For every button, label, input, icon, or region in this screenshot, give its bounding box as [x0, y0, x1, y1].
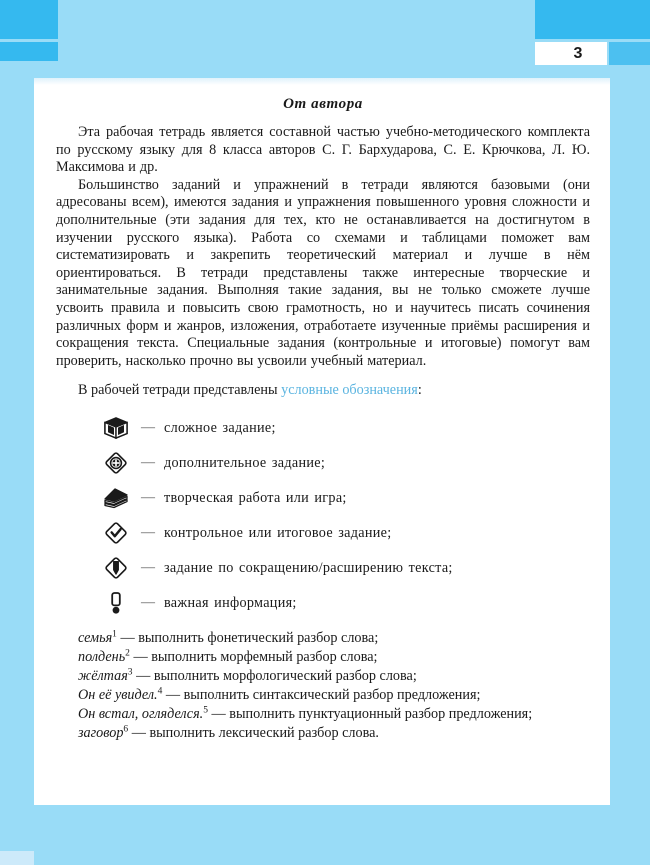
example-superscript: 4 [157, 686, 163, 697]
exclamation-icon [102, 590, 130, 616]
header-decoration-right-top [535, 0, 650, 39]
legend-item-label: творческая работа или игра; [164, 489, 347, 506]
legend-item-additional-task [56, 446, 590, 481]
example-line [56, 648, 590, 667]
legend-item-control-task [56, 516, 590, 551]
legend-intro-after: : [417, 382, 422, 399]
example-superscript: 2 [125, 648, 130, 659]
legend-intro [56, 382, 590, 400]
legend-item-important-info [56, 586, 590, 621]
example-term: жёлтая [78, 667, 128, 684]
page-title: От автора [283, 96, 363, 112]
diamond-check-icon [102, 520, 130, 546]
legend-dash: — [141, 525, 155, 541]
example-term: Он её увидел. [78, 686, 158, 703]
example-description: — выполнить морфологический разбор слова; [132, 667, 417, 684]
legend-item-creative-task [56, 481, 590, 516]
page-sheet [34, 78, 610, 805]
footer-decoration-left [0, 851, 34, 865]
legend-dash: — [141, 595, 155, 611]
example-superscript: 3 [127, 667, 133, 678]
example-description: — выполнить морфемный разбор слова; [129, 648, 378, 665]
page-number-badge [535, 42, 607, 65]
legend-item-label: задание по сокращению/расширению текста; [164, 559, 453, 576]
sheets-stack-icon [102, 485, 130, 511]
example-superscript: 6 [123, 724, 129, 735]
example-line [56, 724, 590, 743]
example-description: — выполнить синтаксический разбор предложения; [162, 686, 481, 703]
header-decoration-right-tail [609, 42, 650, 65]
diamond-pen-icon [102, 555, 130, 581]
legend-dash: — [141, 420, 155, 436]
example-line [56, 705, 590, 724]
example-term: полдень [78, 648, 126, 665]
intro-paragraph-1: Эта рабочая тетрадь является составной частью учебно-методического комплекта по русскому языку для 8 класса авторов С. Г. Бархударова, С. Е. Крючкова, Л. Ю. Максимова и др. [56, 124, 590, 176]
intro-paragraph-2: Большинство заданий и упражнений в тетради являются базовыми (они адресованы всем), имеются задания и упражнения повышенного уровня сложности и дополнительные (эти задания для тех, кто не останавливается на достигнутом в изучении русского языка). Работа со схемами и таблицами поможет вам систематизировать и закрепить теоретический материал и лучше в нём ориентироваться. В тетради представлены также интересные творческие и занимательные задания. Выполняя такие задания, вы не только сможете лучше усвоить правила и повысить свою грамотность, но и научитесь писать сочинения различных форм и жанров, изложения, отработаете изученные приёмы расширения и сокращения текста. Специальные задания (контрольные и итоговые) помогут вам проверить, насколько прочно вы усвоили учебный материал. [56, 176, 590, 369]
legend-item-label: дополнительное задание; [164, 454, 326, 471]
legend-item-label: контрольное или итоговое задание; [164, 524, 392, 541]
example-superscript: 5 [203, 705, 208, 716]
example-line [56, 629, 590, 648]
example-description: — выполнить лексический разбор слова. [128, 724, 379, 741]
legend-dash: — [141, 490, 155, 506]
example-term: Он встал, огляделся. [78, 705, 204, 722]
legend-list [56, 411, 590, 621]
legend-item-text-edit-task [56, 551, 590, 586]
header-decoration-left-bottom [0, 42, 58, 61]
example-line [56, 686, 590, 705]
legend-intro-highlight: условные обозначения [281, 382, 418, 399]
example-line [56, 667, 590, 686]
legend-dash: — [141, 560, 155, 576]
header-decoration-left-top [0, 0, 58, 39]
page-number: 3 [573, 44, 583, 62]
example-description: — выполнить пунктуационный разбор предложения; [207, 705, 533, 722]
legend-item-label: сложное задание; [164, 419, 276, 436]
legend-intro-before: В рабочей тетради представлены [78, 382, 282, 399]
analysis-examples-list [56, 629, 590, 743]
legend-dash: — [141, 455, 155, 471]
legend-item-label: важная информация; [164, 594, 297, 611]
example-description: — выполнить фонетический разбор слова; [116, 629, 379, 646]
cube-icon [102, 415, 130, 441]
legend-item-difficult-task [56, 411, 590, 446]
example-term: заговор [78, 724, 124, 741]
example-term: семья [78, 629, 113, 646]
example-superscript: 1 [112, 629, 117, 640]
diamond-plus-icon [102, 450, 130, 476]
